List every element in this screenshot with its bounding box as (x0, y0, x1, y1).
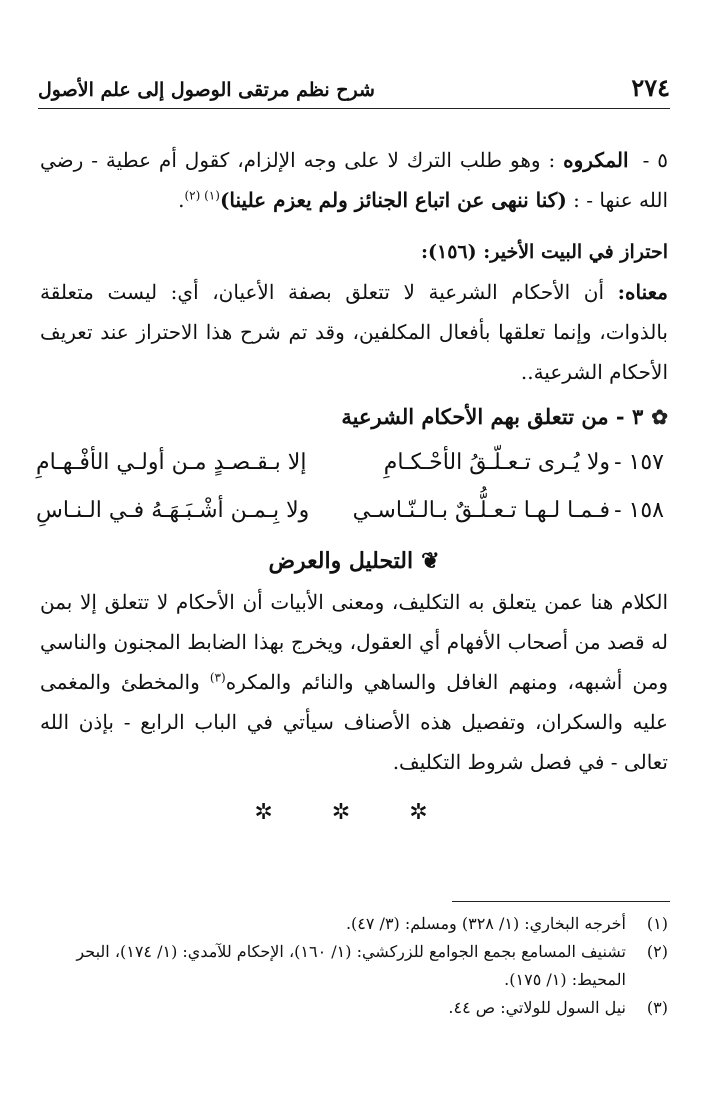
item-5-paragraph (40, 140, 668, 220)
star-separator-icon: ✲ ✲ ✲ (254, 800, 454, 825)
verse-second-hemistich: إلا بـقـصـدٍ مـن أولـي الأفْـهـامِ (36, 450, 307, 475)
footnote-1 (40, 910, 668, 938)
exclusion-text: أن الأحكام الشرعية لا تتعلق بصفة الأعيان، أي: ليست متعلقة بالذوات، وإنما تعلقها بأفعال المكلفين، وقد تم شرح هذا الاحتراز عند تعريف الأحكام الشرعية.. (40, 280, 668, 384)
analysis-paragraph (40, 582, 668, 782)
analysis-title-text: التحليل والعرض (268, 548, 414, 574)
period: . (178, 188, 185, 212)
exclusion-paragraph (40, 272, 668, 392)
footnote-ref-3: (٣) (209, 670, 226, 685)
item-number: ٥ - (642, 148, 669, 172)
verse-number: ١٥٧ - (614, 450, 664, 475)
verse-number: ١٥٨ - (614, 498, 664, 523)
term-makruh: المكروه (563, 148, 629, 172)
leaf-ornament-icon: ❦ (421, 548, 440, 574)
footnote-refs: (١) (٢) (184, 188, 220, 203)
footnote-number: (٣) (646, 998, 668, 1017)
verse-first-hemistich: ولا يُـرى تـعـلّـقُ الأحْـكـامِ (383, 450, 610, 475)
running-title: شرح نظم مرتقى الوصول إلى علم الأصول (38, 79, 375, 101)
footnote-text: أخرجه البخاري: (١/ ٣٢٨) ومسلم: (٣/ ٤٧). (345, 914, 626, 933)
footnote-number: (٢) (646, 942, 668, 961)
verse-second-hemistich: ولا بِـمـن أشْـبَـهَـهُ فـي الـنـاسِ (36, 498, 310, 523)
page-header (38, 72, 670, 109)
section-3-title (40, 400, 668, 434)
analysis-text-a: الكلام هنا عمن يتعلق به التكليف، ومعنى الأبيات أن الأحكام لا تتعلق إلا بمن له قصد من أصحاب الأفهام أي العقول، ويخرج بهذا الضابط المجنون والناسي ومن أشبهه، ومنهم الغافل والساهي والنائم والمكره (40, 590, 668, 694)
hadith-quote: (كنا ننهى عن اتباع الجنائز ولم يعزم علينا) (219, 188, 567, 212)
flower-ornament-icon: ✿ (651, 405, 668, 429)
verse-first-hemistich: فـمـا لـهـا تـعـلُّـقٌ بـالـنّـاسـي (352, 498, 610, 523)
verse-158 (36, 492, 664, 530)
footnote-text: تشنيف المسامع بجمع الجوامع للزركشي: (١/ ١٦٠)، الإحكام للآمدي: (١/ ١٧٤)، البحر المحيط: (١/ ١٧٥). (76, 942, 626, 989)
footnote-number: (١) (646, 914, 668, 933)
section-3-title-text: ٣ - من تتعلق بهم الأحكام الشرعية (341, 404, 644, 429)
meaning-label: معناه: (617, 280, 668, 304)
analysis-text-b: والمخطئ والمغمى عليه والسكران، وتفصيل هذه الأصناف سيأتي في الباب الرابع - بإذن الله تعالى - في فصل شروط التكليف. (40, 670, 668, 774)
exclusion-heading: احتراز في البيت الأخير: (١٥٦): (421, 241, 668, 263)
footnote-text: نيل السول للولاتي: ص ٤٤. (448, 998, 626, 1017)
verse-157 (36, 444, 664, 482)
analysis-title (0, 544, 708, 578)
definition-text: : وهو طلب الترك لا على وجه الإلزام، كقول أم عطية - رضي الله عنها - : (40, 148, 668, 212)
page-number: ٢٧٤ (631, 73, 670, 102)
footnote-3 (40, 994, 668, 1022)
footnote-2 (40, 938, 668, 994)
footnote-rule (452, 901, 670, 902)
footnotes (40, 910, 668, 1022)
